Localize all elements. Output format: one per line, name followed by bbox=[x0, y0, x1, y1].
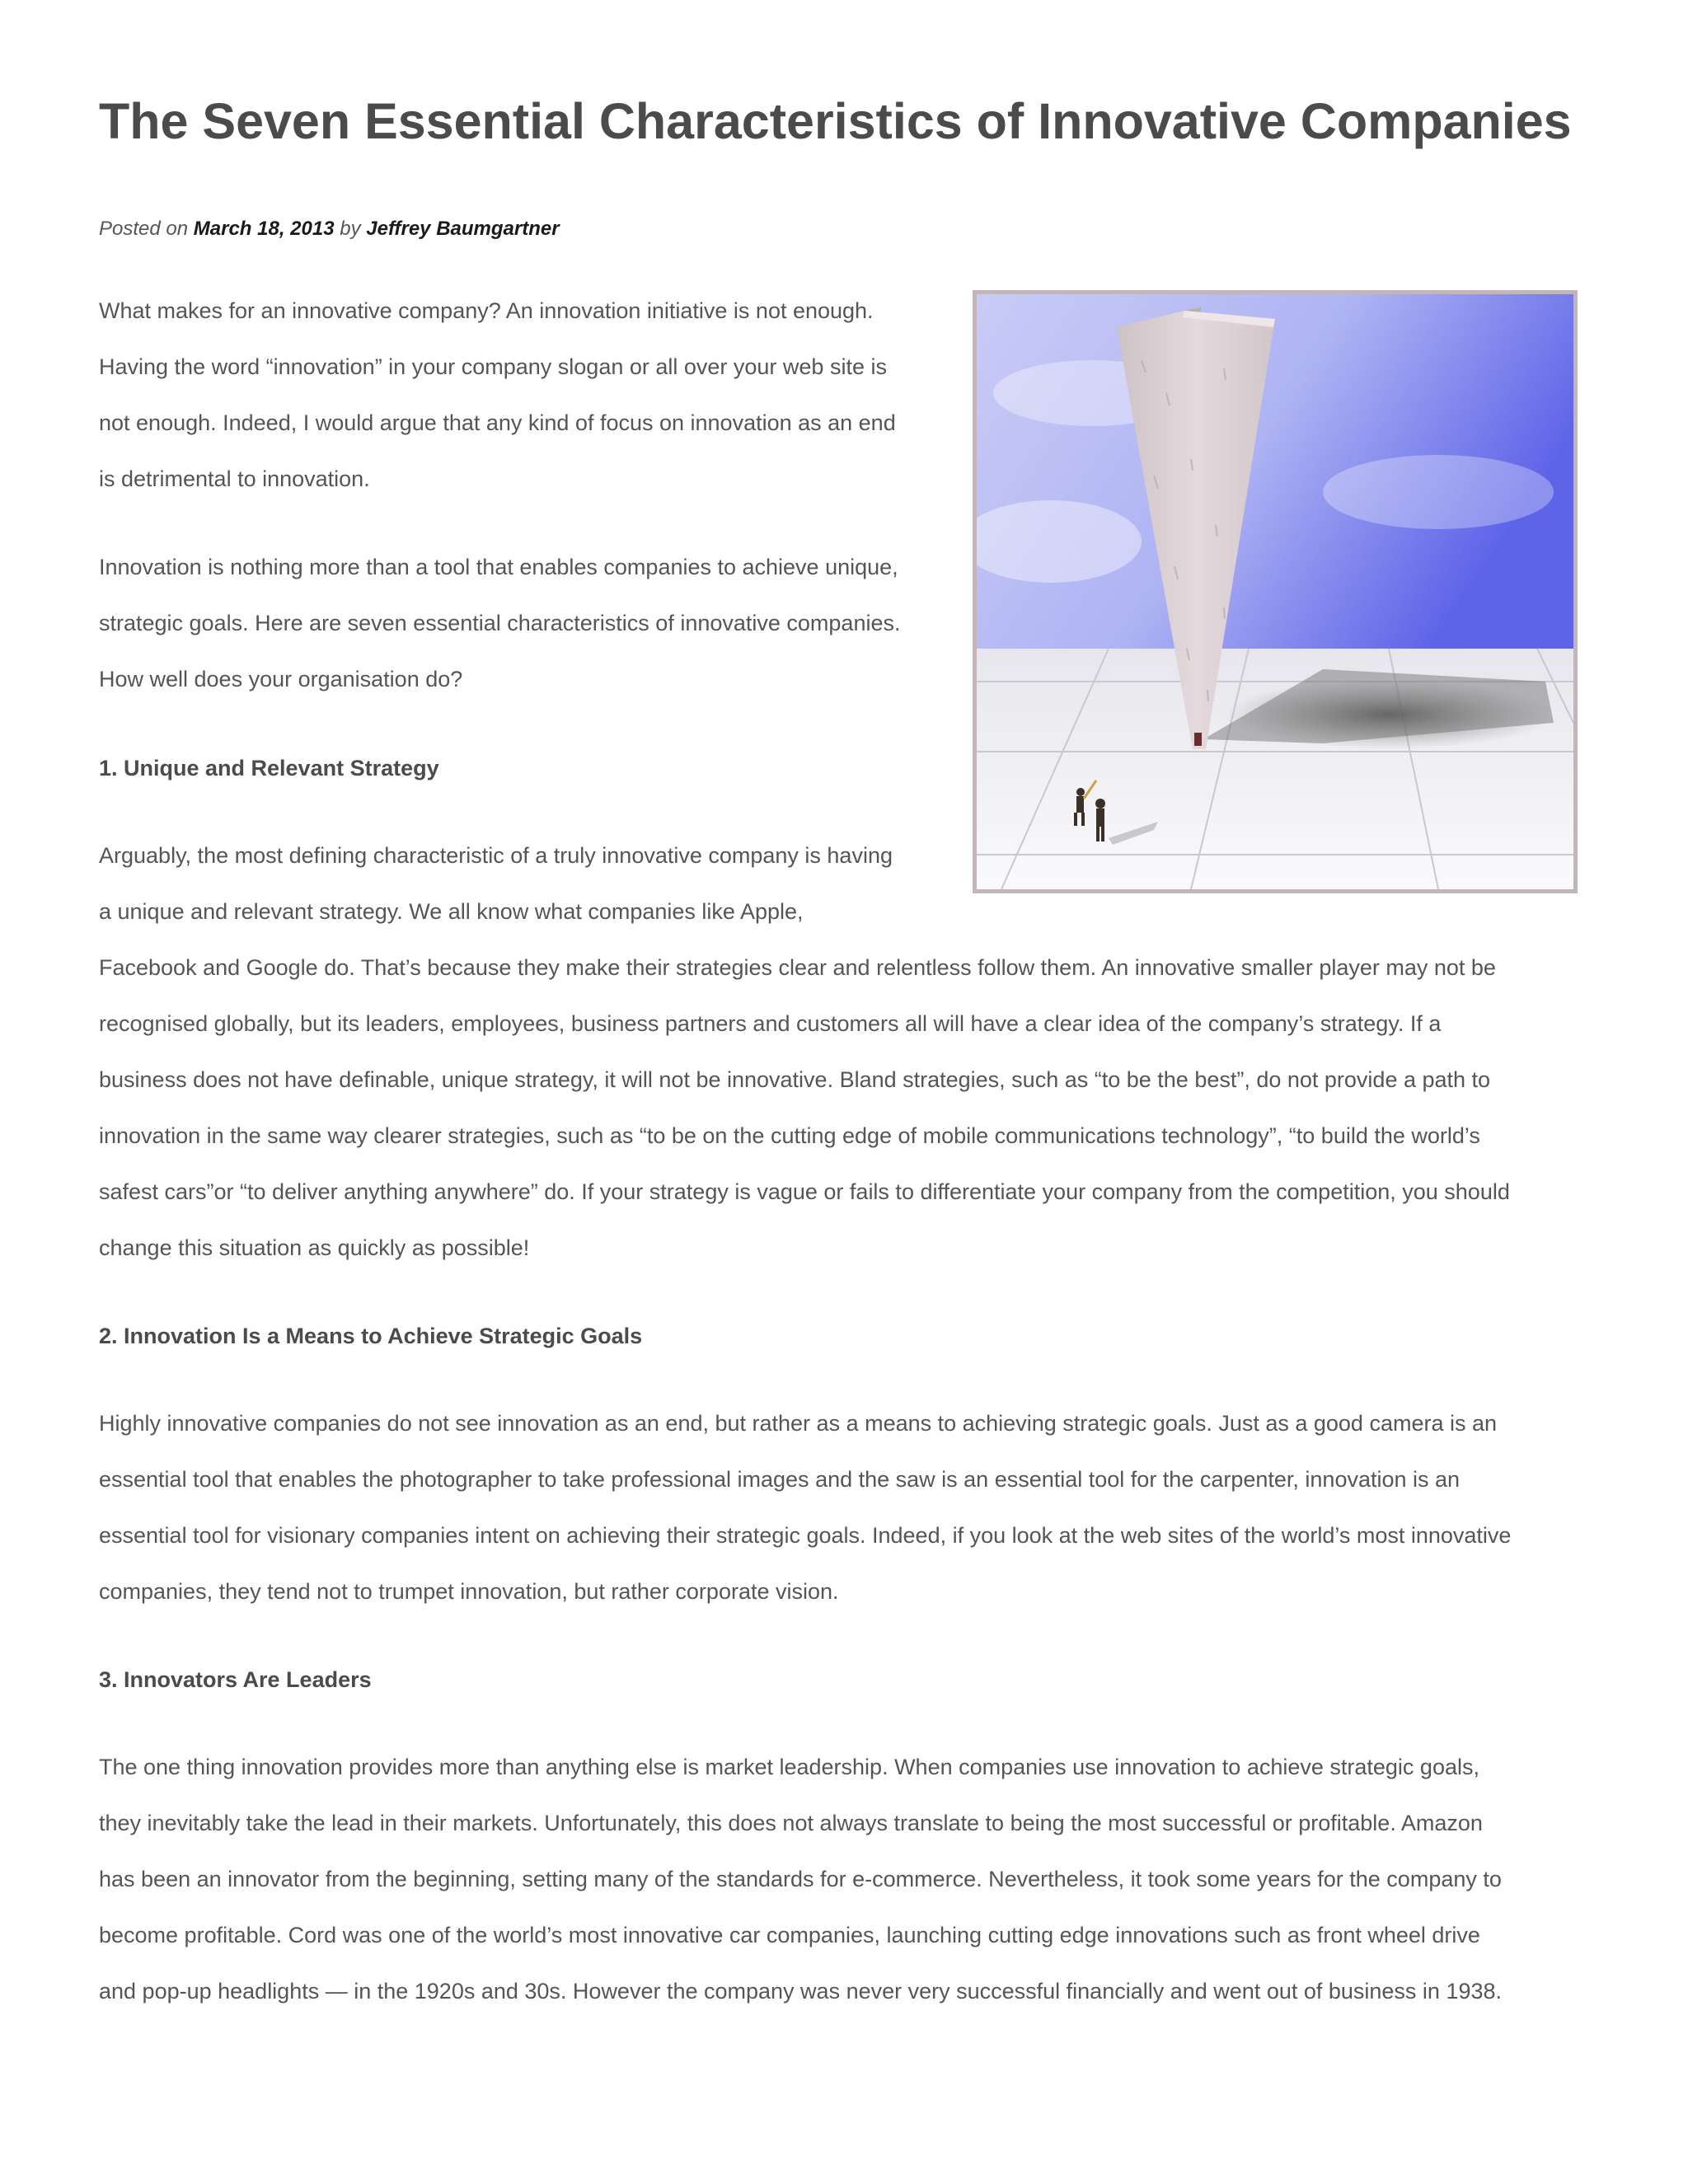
section-3-line: they inevitably take the lead in their markets. Unfortunately, this does not always translate to being the most successful or profitable. Amazon bbox=[99, 1811, 1483, 1835]
section-3-line: has been an innovator from the beginning, setting many of the standards for e-commerce. Nevertheless, it took some years for the company to bbox=[99, 1867, 1502, 1891]
intro-p2-line: strategic goals. Here are seven essential characteristics of innovative companies. bbox=[99, 611, 901, 635]
post-meta bbox=[99, 218, 560, 241]
intro-p2-line: Innovation is nothing more than a tool that enables companies to achieve unique, bbox=[99, 555, 898, 579]
section-1-line: recognised globally, but its leaders, employees, business partners and customers all will have a clear idea of the company’s strategy. If a bbox=[99, 1011, 1442, 1036]
section-heading: 1. Unique and Relevant Strategy bbox=[99, 756, 439, 780]
section-1-line: business does not have definable, unique strategy, it will not be innovative. Bland strategies, such as “to be the best”, do not provide a path to bbox=[99, 1067, 1491, 1092]
article-title: The Seven Essential Characteristics of Innovative Companies bbox=[99, 93, 1572, 149]
intro-p1-line: is detrimental to innovation. bbox=[99, 466, 370, 491]
author-link[interactable]: Jeffrey Baumgartner bbox=[366, 218, 560, 240]
intro-p1-line: Having the word “innovation” in your company slogan or all over your web site is bbox=[99, 354, 887, 379]
section-2-line: essential tool for visionary companies intent on achieving their strategic goals. Indeed, if you look at the web sites of the world’s most innovative bbox=[99, 1523, 1512, 1548]
post-date-link[interactable]: March 18, 2013 bbox=[193, 218, 335, 240]
section-3-line: and pop-up headlights — in the 1920s and 30s. However the company was never very successful financially and went out of business in 1938. bbox=[99, 1979, 1503, 2004]
section-2-line: essential tool that enables the photographer to take professional images and the saw is an essential tool for the carpenter, innovation is an bbox=[99, 1467, 1461, 1492]
article-illustration bbox=[973, 290, 1578, 893]
section-2-line: Highly innovative companies do not see innovation as an end, but rather as a means to achieving strategic goals. Just as a good camera is an bbox=[99, 1411, 1498, 1436]
section-heading: 2. Innovation Is a Means to Achieve Strategic Goals bbox=[99, 1324, 643, 1348]
section-3-line: The one thing innovation provides more than anything else is market leadership. When companies use innovation to achieve strategic goals, bbox=[99, 1755, 1479, 1779]
section-1-line: Facebook and Google do. That’s because they make their strategies clear and relentless follow them. An innovative smaller player may not be bbox=[99, 955, 1496, 980]
section-3-line: become profitable. Cord was one of the world’s most innovative car companies, launching cutting edge innovations such as front wheel drive bbox=[99, 1923, 1480, 1947]
by-label: by bbox=[340, 218, 361, 240]
section-1-line: Arguably, the most defining characteristic of a truly innovative company is having bbox=[99, 843, 893, 868]
intro-p1-line: What makes for an innovative company? An innovation initiative is not enough. bbox=[99, 298, 874, 323]
intro-p1-line: not enough. Indeed, I would argue that any kind of focus on innovation as an end bbox=[99, 410, 896, 435]
intro-p2-line: How well does your organisation do? bbox=[99, 667, 463, 691]
section-1-line: change this situation as quickly as possible! bbox=[99, 1235, 530, 1260]
section-2-line: companies, they tend not to trumpet innovation, but rather corporate vision. bbox=[99, 1579, 839, 1604]
section-heading: 3. Innovators Are Leaders bbox=[99, 1667, 372, 1692]
giant-wedge-block-illustration bbox=[977, 294, 1573, 889]
section-1-line: safest cars”or “to deliver anything anywhere” do. If your strategy is vague or fails to differentiate your company from the competition, you should bbox=[99, 1179, 1510, 1204]
section-1-line: innovation in the same way clearer strategies, such as “to be on the cutting edge of mobile communications technology”, “to build the world’s bbox=[99, 1123, 1480, 1148]
posted-on-label: Posted on bbox=[99, 218, 189, 240]
section-1-line: a unique and relevant strategy. We all know what companies like Apple, bbox=[99, 899, 804, 924]
